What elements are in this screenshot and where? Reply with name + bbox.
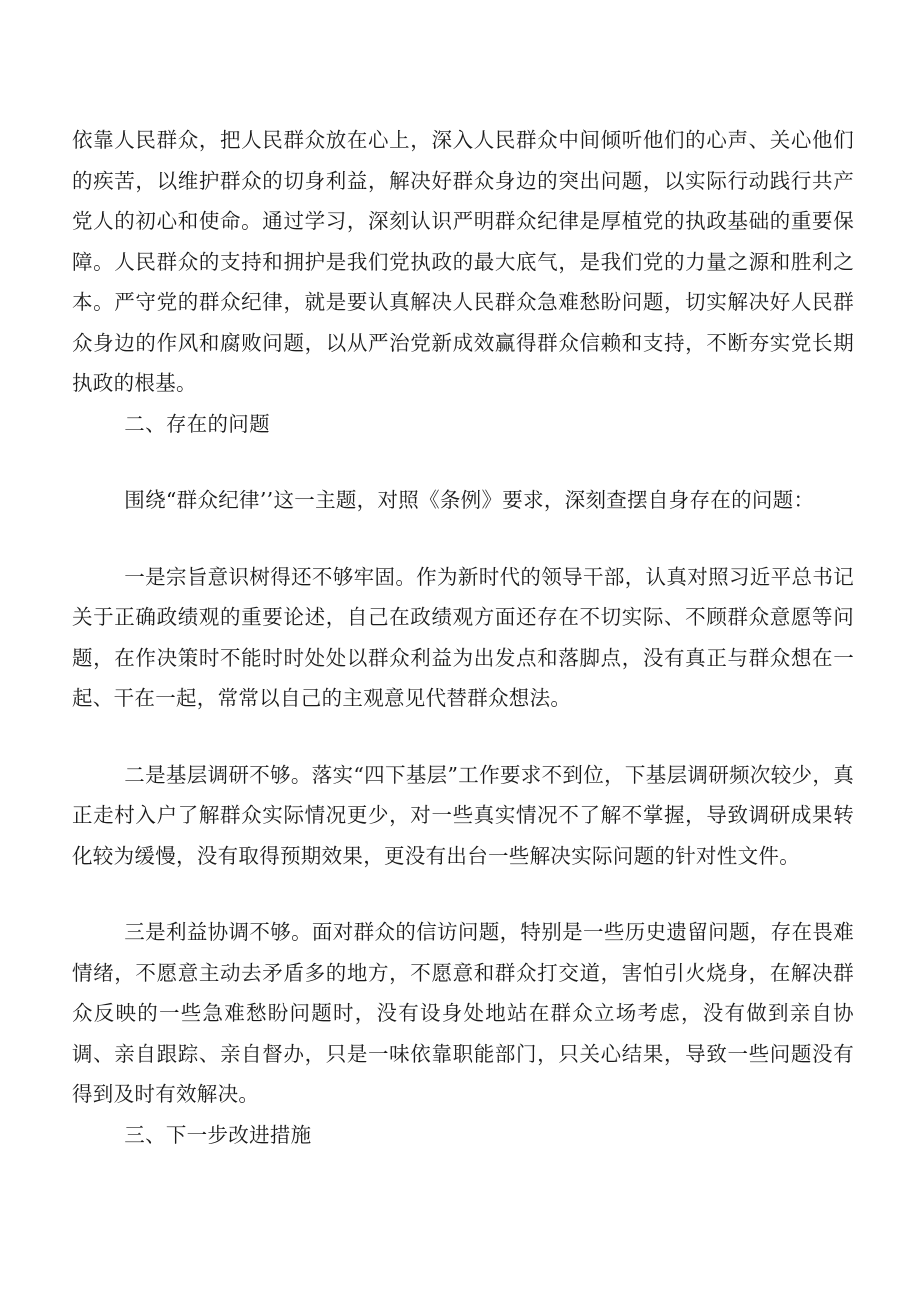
paragraph-problem-one: 一是宗旨意识树得还不够牢固。作为新时代的领导干部，认真对照习近平总书记关于正确政绩观的重要论述，自己在政绩观方面还存在不切实际、不顾群众意愿等问题，在作决策时不能时时处处以群众利益为出发点和落脚点，没有真正与群众想在一起、干在一起，常常以自己的主观意见代替群众想法。 (72, 564, 854, 710)
paragraph-intro: 依靠人民群众，把人民群众放在心上，深入人民群众中间倾听他们的心声、关心他们的疾苦，以维护群众的切身利益，解决好群众身边的突出问题，以实际行动践行共产党人的初心和使命。通过学习，深刻认识严明群众纪律是厚植党的执政基础的重要保障。人民群众的支持和拥护是我们党执政的最大底气，是我们党的力量之源和胜利之本。严守党的群众纪律，就是要认真解决人民群众急难愁盼问题，切实解决好人民群众身边的作风和腐败问题，以从严治党新成效赢得群众信赖和支持，不断夯实党长期执政的根基。 (72, 128, 854, 395)
section-heading-problems: 二、存在的问题 (124, 411, 270, 436)
paragraph-problems-intro: 围绕“群众纪律’’这一主题，对照《条例》要求，深刻查摆自身存在的问题： (124, 488, 815, 512)
section-heading-improvements: 三、下一步改进措施 (124, 1122, 312, 1147)
paragraph-problem-three: 三是利益协调不够。面对群众的信访问题，特别是一些历史遗留问题，存在畏难情绪，不愿意主动去矛盾多的地方，不愿意和群众打交道，害怕引火烧身，在解决群众反映的一些急难愁盼问题时，没有设身处地站在群众立场考虑，没有做到亲自协调、亲自跟踪、亲自督办，只是一味依靠职能部门，只关心结果，导致一些问题没有得到及时有效解决。 (72, 920, 854, 1106)
paragraph-problem-two: 二是基层调研不够。落实“四下基层”工作要求不到位，下基层调研频次较少，真正走村入户了解群众实际情况更少，对一些真实情况不了解不掌握，导致调研成果转化较为缓慢，没有取得预期效果，更没有出台一些解决实际问题的针对性文件。 (72, 762, 854, 868)
